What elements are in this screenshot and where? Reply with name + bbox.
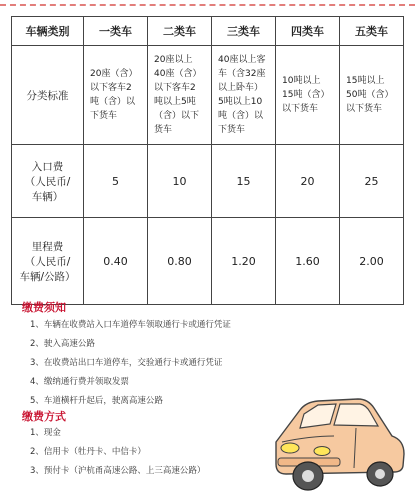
headlight-icon [314,447,330,456]
entry-fee-cell: 10 [148,145,212,218]
list-item: 3、预付卡（沪杭甬高速公路、上三高速公路） [30,466,206,476]
rear-wheel-icon [367,462,393,486]
row-label-entry-fee: 入口费 （人民币/ 车辆） [12,145,84,218]
notice-list [30,316,231,411]
top-dashed-rule [0,4,415,6]
payment-list [30,424,205,481]
toll-fee-table [11,16,404,305]
standard-cell: 10吨以上 15吨（含） 以下货车 [276,46,340,145]
mileage-fee-cell: 0.40 [84,218,148,305]
header-cell: 五类车 [340,17,404,46]
headlight-icon [281,443,299,453]
header-cell: 四类车 [276,17,340,46]
payment-title: 缴费方式 [22,410,66,423]
car-illustration [270,384,410,496]
row-label-mileage-fee: 里程费 （人民币/ 车辆/公路） [12,218,84,305]
entry-fee-cell: 20 [276,145,340,218]
standard-cell: 20座以上 40座（含） 以下客车2 吨以上5吨 （含）以下 货车 [148,46,212,145]
row-label-standard: 分类标准 [12,46,84,145]
header-cell: 一类车 [84,17,148,46]
list-item: 4、缴纳通行费并领取发票 [30,377,129,387]
header-cell: 二类车 [148,17,212,46]
list-item: 3、在收费站出口车道停车，交验通行卡或通行凭证 [30,358,223,368]
header-cell: 三类车 [212,17,276,46]
list-item: 5、车道横杆升起后，驶离高速公路 [30,396,163,406]
standard-cell: 40座以上客 车（含32座 以上卧车） 5吨以上10 吨（含）以 下货车 [212,46,276,145]
list-item: 1、车辆在收费站入口车道停车领取通行卡或通行凭证 [30,320,231,330]
table-row-entry-fee [12,145,404,218]
list-item: 1、现金 [30,428,61,438]
table-row-standard [12,46,404,145]
entry-fee-cell: 25 [340,145,404,218]
table-header-row [12,17,404,46]
mileage-fee-cell: 2.00 [340,218,404,305]
front-wheel-icon [293,462,323,490]
standard-cell: 20座（含） 以下客车2 吨（含）以 下货车 [84,46,148,145]
mileage-fee-cell: 0.80 [148,218,212,305]
list-item: 2、驶入高速公路 [30,339,95,349]
notice-title: 缴费须知 [22,301,66,314]
entry-fee-cell: 5 [84,145,148,218]
list-item: 2、信用卡（牡丹卡、中信卡） [30,447,146,457]
mileage-fee-cell: 1.60 [276,218,340,305]
header-cell: 车辆类别 [12,17,84,46]
mileage-fee-cell: 1.20 [212,218,276,305]
table-row-mileage-fee [12,218,404,305]
entry-fee-cell: 15 [212,145,276,218]
standard-cell: 15吨以上 50吨（含） 以下货车 [340,46,404,145]
